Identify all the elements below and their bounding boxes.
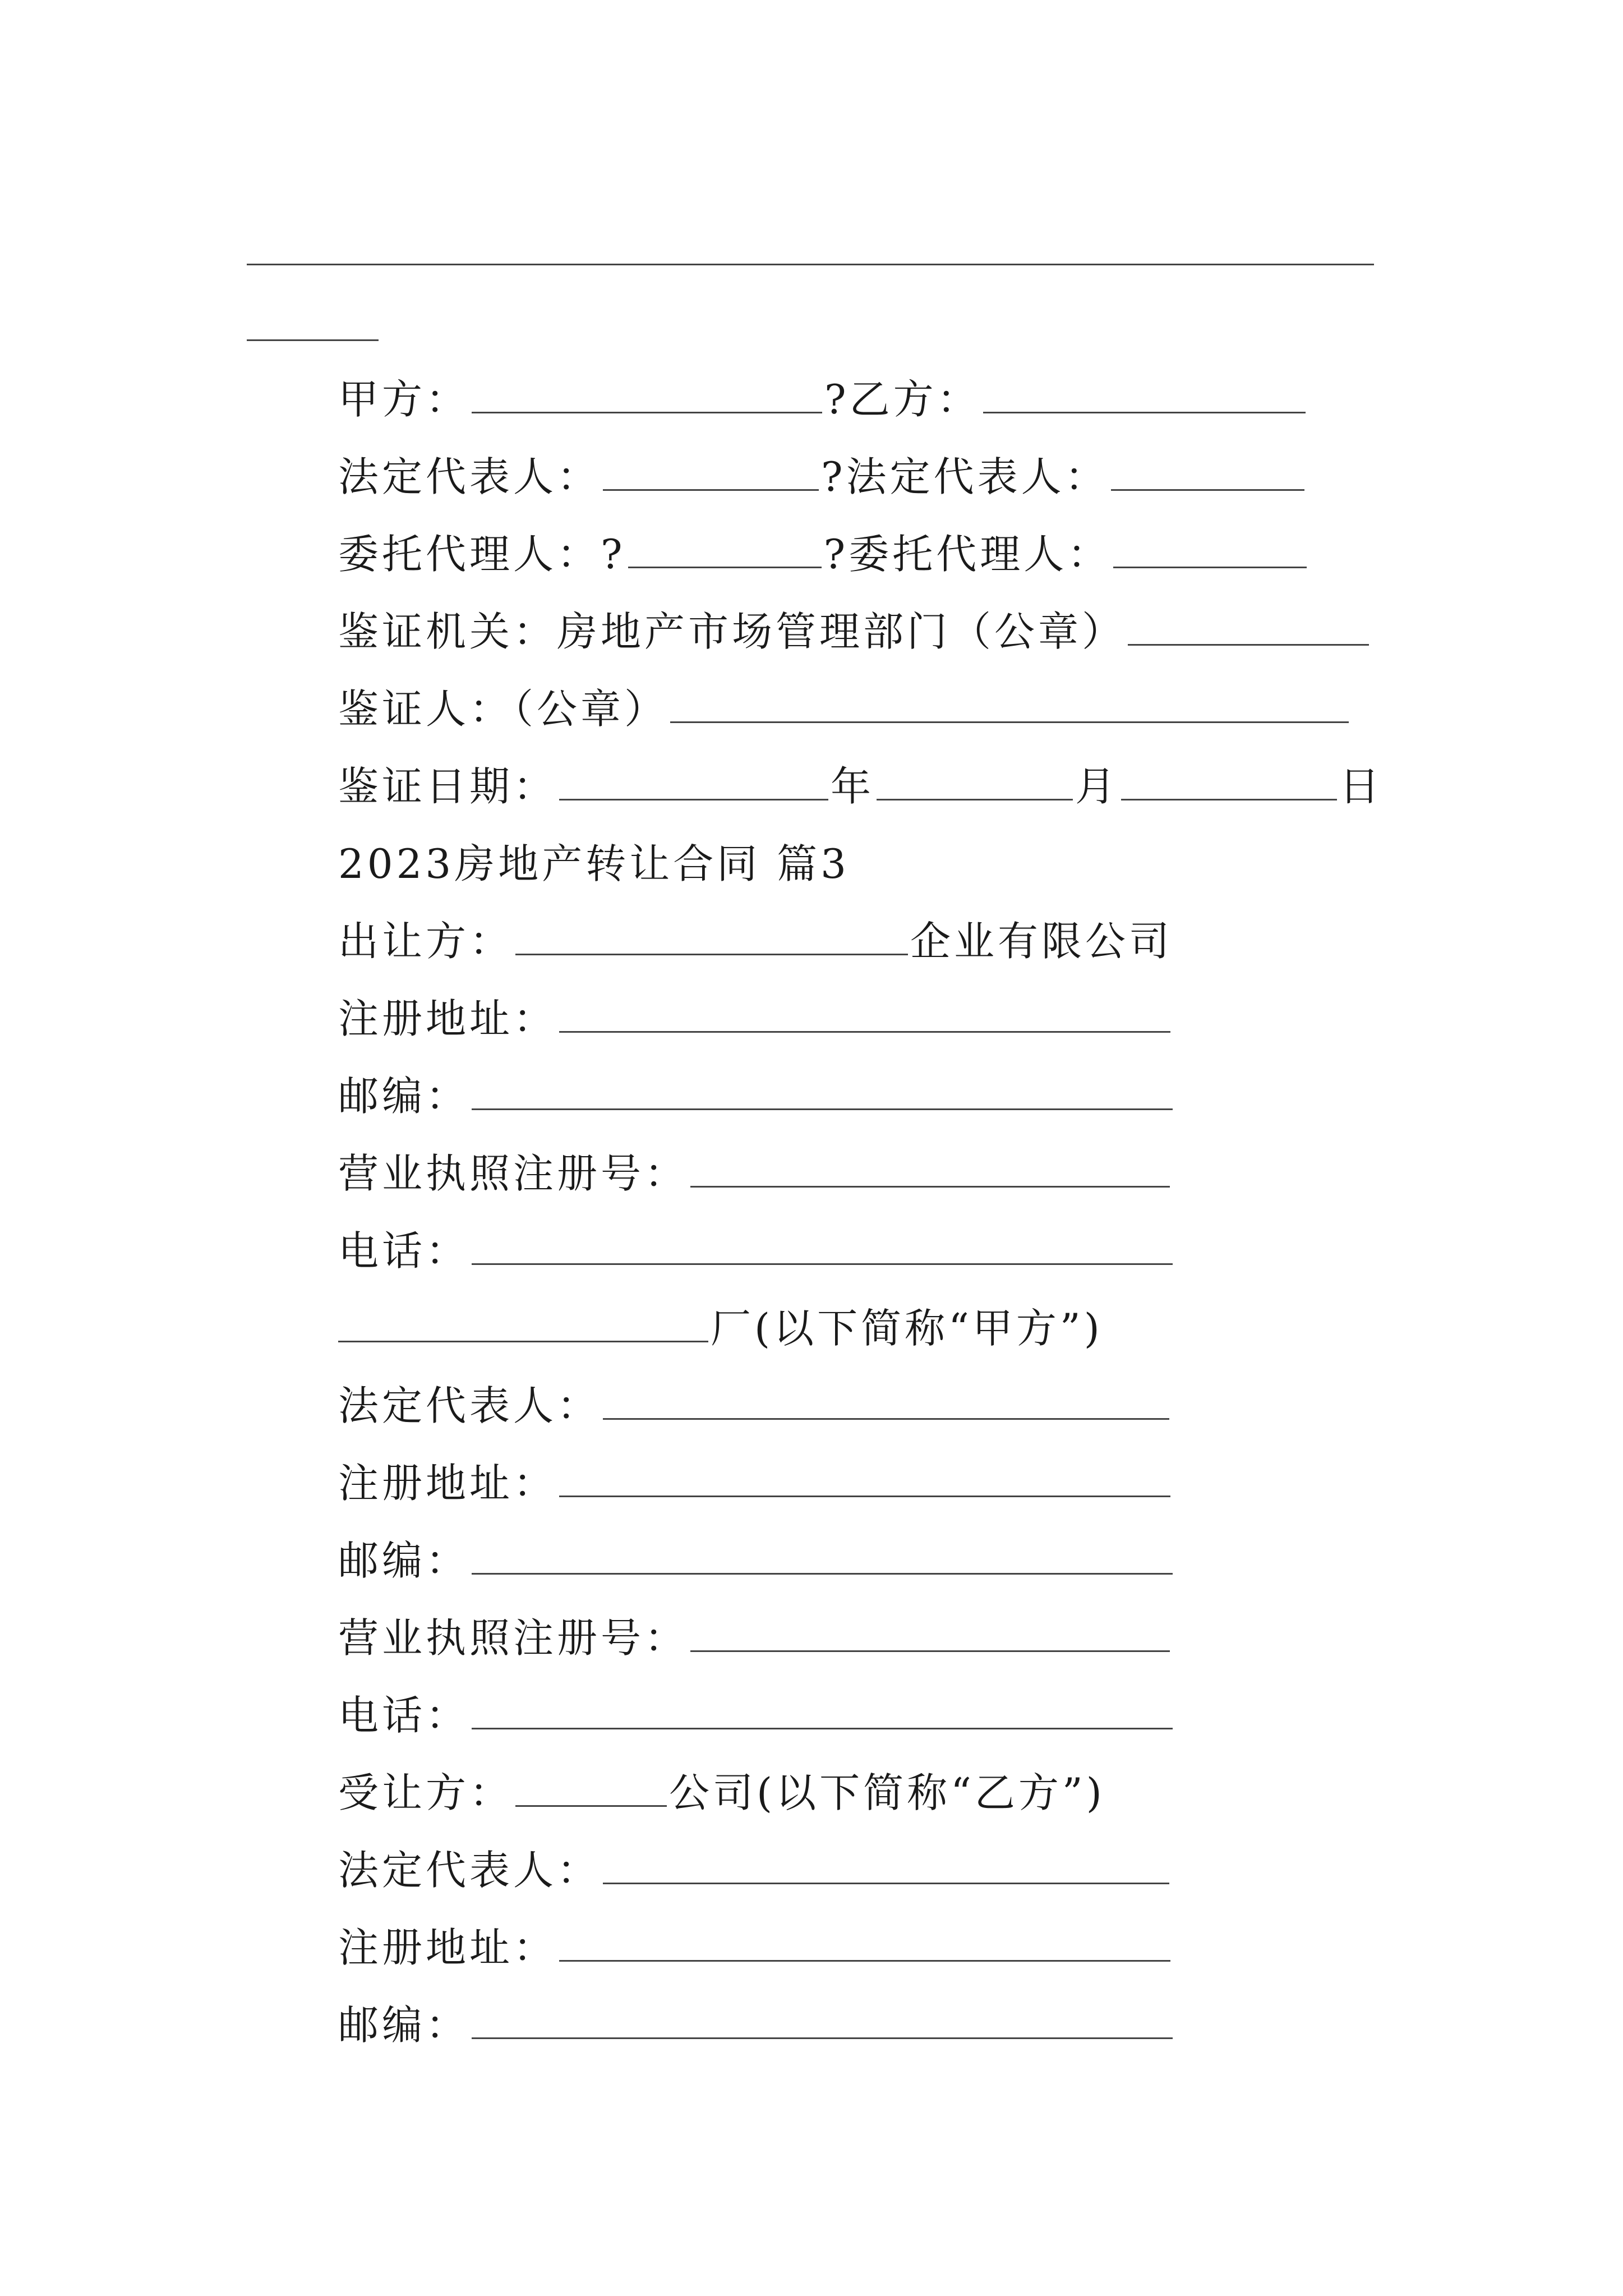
month-label: 月: [1075, 763, 1119, 810]
party-b-blank: [983, 372, 1306, 413]
year-blank: [559, 760, 828, 800]
transferor-phone-line: [338, 1223, 1175, 1279]
legal-rep-b-label: ?法定代表人：: [821, 453, 1109, 500]
transferor-address-label: 注册地址：: [338, 995, 557, 1042]
transferor-license-label: 营业执照注册号：: [338, 1150, 689, 1197]
notary-label: 鉴证人：（公章）: [338, 685, 668, 733]
transferee-blank: [515, 1766, 667, 1807]
day-blank: [1121, 760, 1337, 800]
party-a-address-label: 注册地址：: [338, 1460, 557, 1507]
transferee-address-line: [338, 1920, 1173, 1976]
transferee-legal-rep-blank: [603, 1843, 1169, 1884]
transferor-phone-blank: [472, 1224, 1173, 1265]
transferor-postcode-line: [338, 1068, 1175, 1124]
party-a-license-label: 营业执照注册号：: [338, 1614, 689, 1662]
agent-a-label: 委托代理人：?: [338, 531, 626, 578]
party-a-phone-line: [338, 1687, 1175, 1743]
transferee-line: [338, 1765, 1105, 1821]
agent-b-label: ?委托代理人：: [823, 531, 1112, 578]
agent-b-blank: [1113, 527, 1307, 568]
agent-a-blank: [628, 527, 822, 568]
agent-line: [338, 526, 1309, 582]
transferor-license-line: [338, 1145, 1172, 1202]
transferor-address-blank: [559, 992, 1170, 1033]
authority-line: [338, 604, 1371, 660]
party-a-factory-line: [338, 1300, 1103, 1356]
party-b-label: ?乙方：: [824, 376, 981, 423]
transferor-blank: [515, 914, 908, 955]
party-a-legal-rep-blank: [603, 1379, 1169, 1420]
top-rule-long: [247, 264, 1374, 265]
transferee-legal-rep-label: 法定代表人：: [338, 1847, 601, 1894]
transferee-address-blank: [559, 1921, 1170, 1962]
legal-rep-line: [338, 449, 1307, 505]
transferee-suffix: 公司(以下简称“乙方”): [669, 1769, 1105, 1816]
month-blank: [877, 760, 1073, 800]
legal-rep-b-blank: [1111, 450, 1304, 491]
transferee-postcode-line: [338, 1997, 1175, 2053]
authority-label: 鉴证机关：房地产市场管理部门（公章）: [338, 608, 1126, 655]
party-line: [338, 371, 1308, 427]
date-label: 鉴证日期：: [338, 763, 557, 810]
section-title: 2023房地产转让合同 篇3: [338, 840, 850, 887]
transferor-phone-label: 电话：: [338, 1227, 470, 1274]
top-rule-short: [247, 339, 379, 341]
transferor-license-blank: [690, 1147, 1170, 1188]
party-a-legal-rep-line: [338, 1378, 1172, 1434]
party-a-address-blank: [559, 1456, 1170, 1497]
day-label: 日: [1339, 763, 1384, 810]
party-a-license-line: [338, 1610, 1172, 1666]
notary-line: [338, 681, 1351, 737]
transferor-line: [338, 913, 1173, 969]
party-a-postcode-blank: [472, 1534, 1173, 1575]
year-label: 年: [831, 763, 875, 810]
party-a-legal-rep-label: 法定代表人：: [338, 1382, 601, 1429]
notary-blank: [670, 682, 1349, 723]
party-a-phone-label: 电话：: [338, 1692, 470, 1739]
transferor-label: 出让方：: [338, 918, 514, 965]
party-a-phone-blank: [472, 1688, 1173, 1729]
legal-rep-a-blank: [603, 450, 819, 491]
transferee-legal-rep-line: [338, 1842, 1172, 1898]
party-a-factory-suffix: 厂(以下简称“甲方”): [711, 1305, 1103, 1352]
party-a-blank: [472, 372, 822, 413]
transferee-postcode-blank: [472, 1998, 1173, 2039]
transferee-label: 受让方：: [338, 1769, 514, 1816]
transferee-address-label: 注册地址：: [338, 1924, 557, 1971]
transferor-postcode-blank: [472, 1069, 1173, 1110]
date-line: [338, 758, 1383, 815]
party-a-label: 甲方：: [338, 376, 470, 423]
transferee-postcode-label: 邮编：: [338, 2001, 470, 2049]
party-a-factory-blank: [338, 1301, 708, 1342]
party-a-postcode-line: [338, 1533, 1175, 1589]
transferor-address-line: [338, 991, 1173, 1047]
party-a-postcode-label: 邮编：: [338, 1537, 470, 1584]
authority-blank: [1128, 605, 1369, 646]
legal-rep-a-label: 法定代表人：: [338, 453, 601, 500]
transferor-postcode-label: 邮编：: [338, 1073, 470, 1120]
transferor-suffix: 企业有限公司: [910, 918, 1173, 965]
party-a-license-blank: [690, 1611, 1170, 1652]
party-a-address-line: [338, 1455, 1173, 1511]
